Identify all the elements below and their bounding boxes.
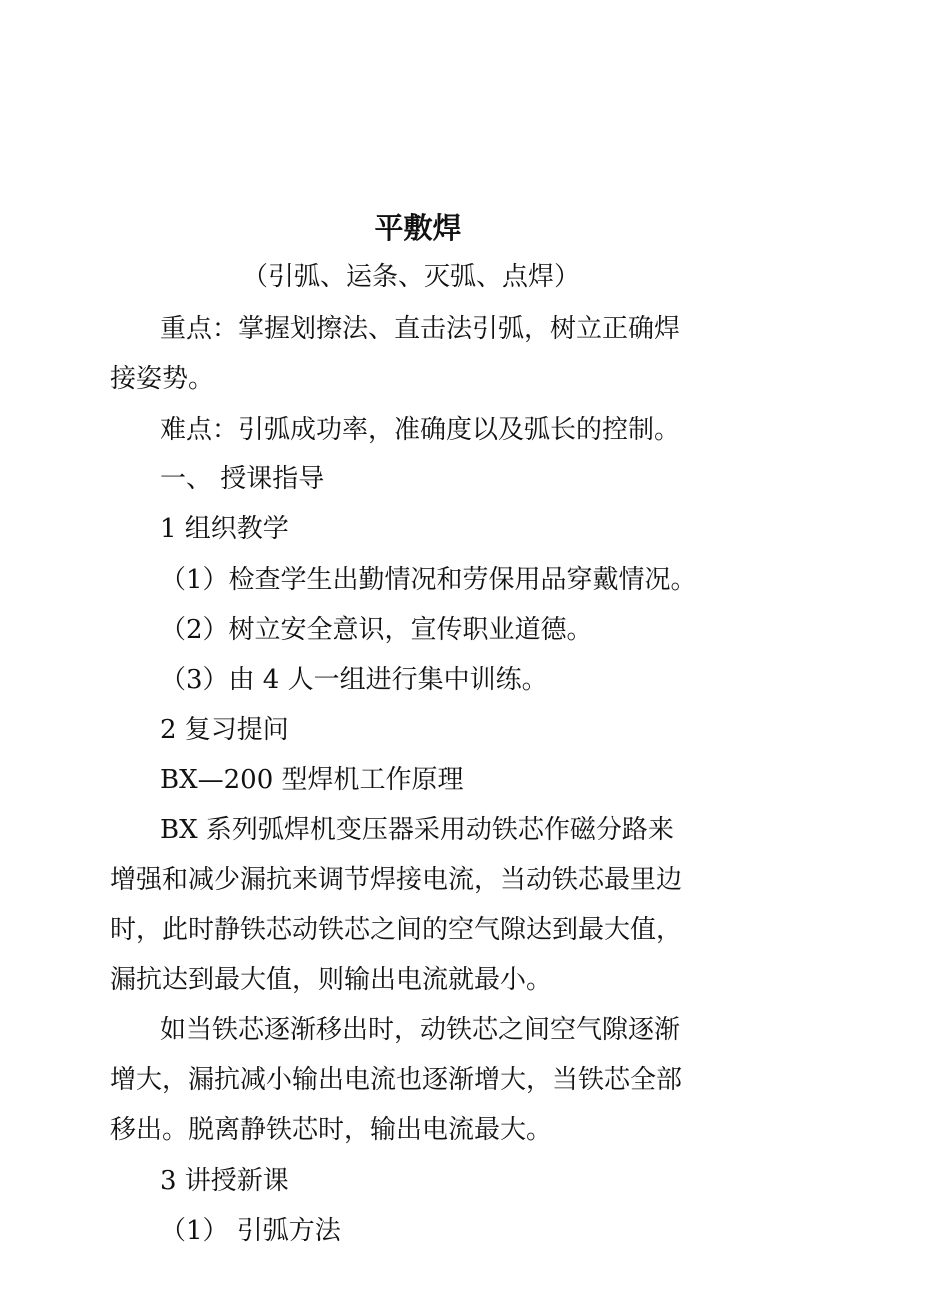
focus-line-2: 接姿势。 <box>110 364 215 394</box>
paragraph-1-line-3: 时，此时静铁芯动铁芯之间的空气隙达到最大值， <box>110 915 683 945</box>
item-3-1: （1） 引弧方法 <box>160 1216 341 1246</box>
section-heading-1: 一、 授课指导 <box>160 464 325 494</box>
item-2-heading: 2 复习提问 <box>160 715 289 745</box>
item-1-3: （3）由 4 人一组进行集中训练。 <box>160 665 548 695</box>
paragraph-1-line-4: 漏抗达到最大值，则输出电流就最小。 <box>110 965 553 995</box>
item-1-1: （1）检查学生出勤情况和劳保用品穿戴情况。 <box>160 565 697 595</box>
item-3-heading: 3 讲授新课 <box>160 1166 289 1196</box>
paragraph-2-line-3: 移出。脱离静铁芯时，输出电流最大。 <box>110 1115 553 1145</box>
difficulty-line: 难点：引弧成功率，准确度以及弧长的控制。 <box>160 415 681 445</box>
document-title: 平敷焊 <box>374 211 462 245</box>
paragraph-1-line-1: BX 系列弧焊机变压器采用动铁芯作磁分路来 <box>160 815 674 845</box>
item-1-heading: 1 组织教学 <box>160 514 289 544</box>
item-2-title: BX—200 型焊机工作原理 <box>160 765 464 795</box>
paragraph-1-line-2: 增强和减少漏抗来调节焊接电流，当动铁芯最里边 <box>110 865 683 895</box>
paragraph-2-line-2: 增大，漏抗减小输出电流也逐渐增大，当铁芯全部 <box>110 1065 683 1095</box>
focus-line-1: 重点：掌握划擦法、直击法引弧，树立正确焊 <box>160 314 681 344</box>
item-1-2: （2）树立安全意识，宣传职业道德。 <box>160 615 593 645</box>
paragraph-2-line-1: 如当铁芯逐渐移出时，动铁芯之间空气隙逐渐 <box>160 1015 681 1045</box>
document-subtitle: （引弧、运条、灭弧、点焊） <box>242 262 581 292</box>
